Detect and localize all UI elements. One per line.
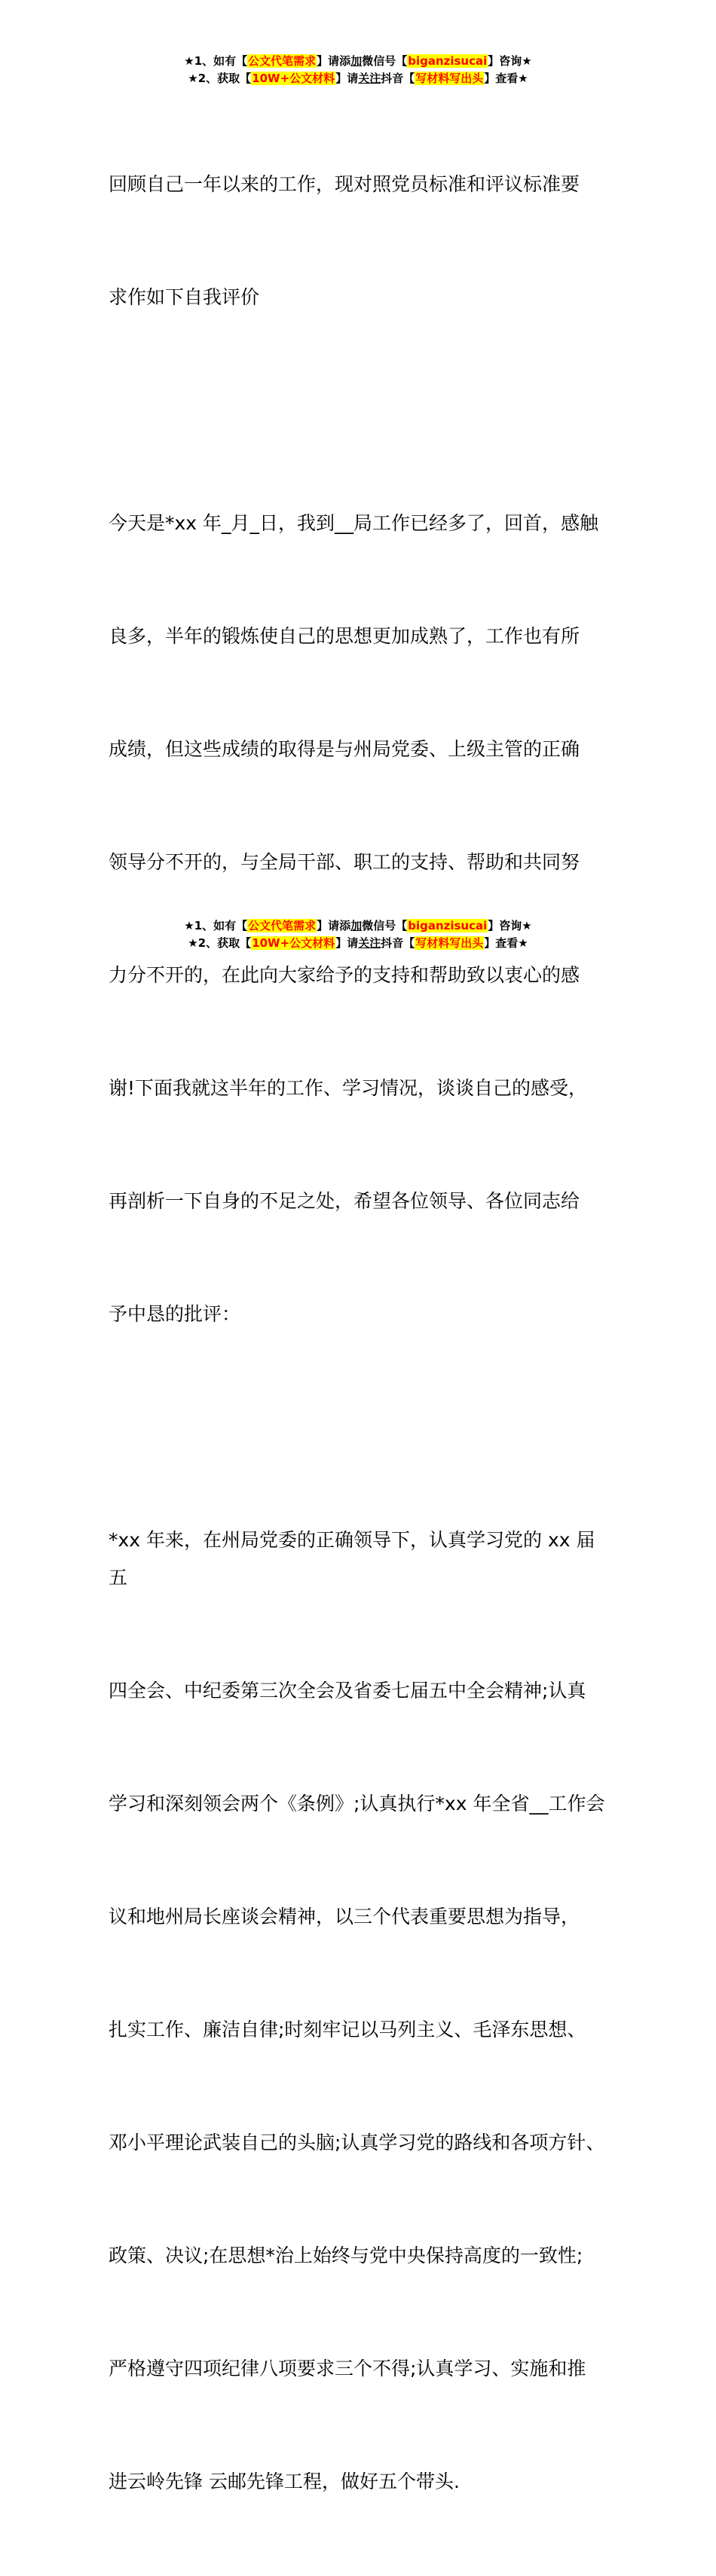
text-line: 予中恳的批评：: [109, 1303, 241, 1325]
paragraph-intro: [109, 90, 613, 392]
banner-underlined-text: 关注: [358, 72, 381, 85]
paragraph-spacer: [109, 1409, 613, 1446]
header-banner: [0, 53, 716, 87]
text-line: 政策、决议;在思想*治上始终与党中央保持高度的一致性;: [109, 2245, 583, 2266]
header-banner-line-2: [0, 70, 716, 87]
banner-text: 】请添: [317, 919, 351, 932]
paragraph-spacer: [109, 392, 613, 429]
banner-text: ★1、如有【: [184, 919, 248, 932]
text-line: 邓小平理论武装自己的头脑;认真学习党的路线和各项方针、: [109, 2132, 605, 2153]
text-line: 回顾自己一年以来的工作，现对照党员标准和评议标准要: [109, 173, 580, 195]
text-line: 成绩，但这些成绩的取得是与州局党委、上级主管的正确: [109, 738, 580, 760]
banner-highlight: 10W+公文材料: [252, 72, 335, 85]
footer-banner-line-2: [0, 935, 716, 952]
banner-text: 】请添: [317, 54, 351, 68]
banner-text: 微信号【: [362, 919, 408, 932]
text-line: 力分不开的，在此向大家给予的支持和帮助致以衷心的感: [109, 964, 580, 986]
banner-text: 】查看★: [484, 936, 528, 950]
banner-text: ★1、如有【: [184, 54, 248, 68]
footer-banner: [0, 917, 716, 952]
banner-highlight: 公文代笔需求: [248, 919, 317, 932]
text-line: 扎实工作、廉洁自律;时刻牢记以马列主义、毛泽东思想、: [109, 2019, 586, 2040]
text-line: 再剖析一下自身的不足之处，希望各位领导、各位同志给: [109, 1190, 580, 1212]
header-banner-line-1: [0, 53, 716, 70]
banner-underlined-text: 加: [350, 54, 363, 68]
document-body: [109, 90, 613, 2576]
text-line: 领导分不开的，与全局干部、职工的支持、帮助和共同努: [109, 851, 580, 873]
paragraph-study: [109, 1446, 613, 2576]
text-line: 四全会、中纪委第三次全会及省委七届五中全会精神;认真: [109, 1680, 586, 1702]
text-line: 学习和深刻领会两个《条例》;认真执行*xx 年全省__工作会: [109, 1793, 605, 1814]
banner-highlight-douyin: 写材料写出头: [415, 72, 484, 85]
banner-highlight-wechat-id: biganzisucai: [408, 919, 488, 932]
banner-highlight-douyin: 写材料写出头: [415, 936, 484, 950]
banner-text: ★2、获取【: [188, 936, 252, 950]
banner-text: 】请: [335, 936, 359, 950]
text-line: 严格遵守四项纪律八项要求三个不得;认真学习、实施和推: [109, 2358, 586, 2379]
banner-text: 抖音【: [381, 72, 415, 85]
banner-highlight: 10W+公文材料: [252, 936, 335, 950]
text-line: 今天是*xx 年_月_日，我到__局工作已经多了，回首，感触: [109, 512, 599, 534]
text-line: 良多，半年的锻炼使自己的思想更加成熟了，工作也有所: [109, 625, 580, 647]
text-line: 议和地州局长座谈会精神，以三个代表重要思想为指导，: [109, 1906, 580, 1927]
banner-text: 】请: [335, 72, 359, 85]
footer-banner-line-1: [0, 917, 716, 935]
text-line: 谢!下面我就这半年的工作、学习情况，谈谈自己的感受，: [109, 1077, 588, 1099]
banner-text: 微信号【: [362, 54, 408, 68]
banner-highlight: 公文代笔需求: [248, 54, 317, 68]
banner-text: 抖音【: [381, 936, 415, 950]
banner-text: ★2、获取【: [188, 72, 252, 85]
banner-text: 】查看★: [484, 72, 528, 85]
text-line: 进云岭先锋 云邮先锋工程，做好五个带头.: [109, 2471, 460, 2492]
text-line: *xx 年来，在州局党委的正确领导下，认真学习党的 xx 届五: [109, 1529, 595, 1589]
banner-underlined-text: 加: [350, 919, 363, 932]
banner-underlined-text: 关注: [358, 936, 381, 950]
banner-highlight-wechat-id: biganzisucai: [408, 54, 488, 68]
banner-text: 】咨询★: [488, 919, 532, 932]
text-line: 求作如下自我评价: [109, 286, 260, 308]
banner-text: 】咨询★: [488, 54, 532, 68]
